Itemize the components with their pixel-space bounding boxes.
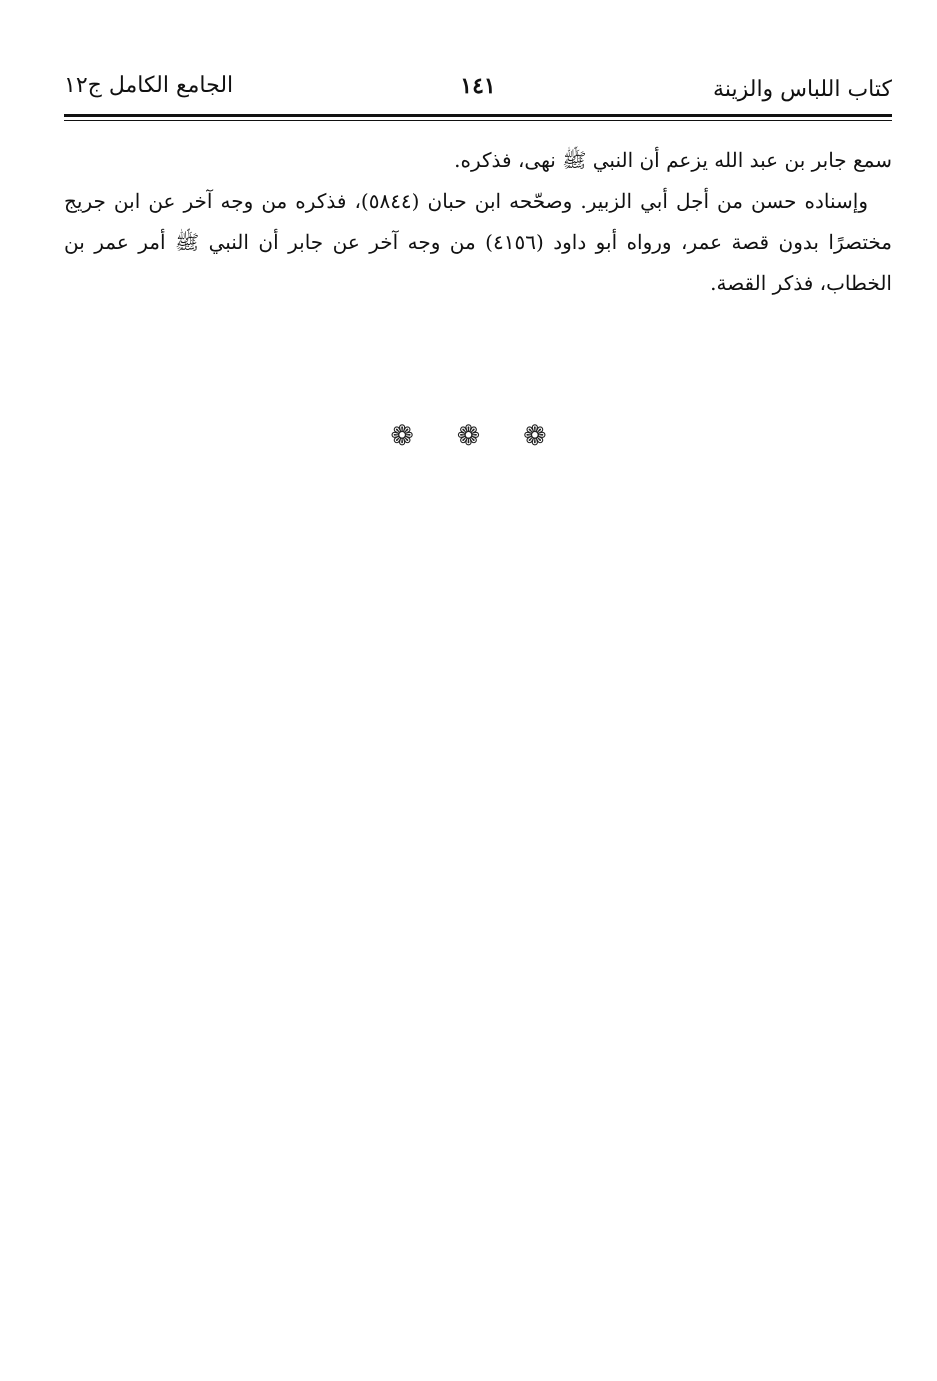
paragraph: وإسناده حسن من أجل أبي الزبير. وصحّحه ابن حبان (٥٨٤٤)، فذكره من وجه آخر عن ابن جريج مختصرًا بدون قصة عمر، ورواه أبو داود (٤١٥٦) من وجه آخر عن جابر أن النبي ﷺ أمر عمر بن الخطاب، فذكر القصة. xyxy=(64,189,892,295)
header-rule-thick xyxy=(64,114,892,117)
book-title: كتاب اللباس والزينة xyxy=(713,77,892,102)
flower-ornament-icon: ❁ xyxy=(390,419,414,452)
page-number: ١٤١ xyxy=(460,73,496,99)
running-header xyxy=(64,70,892,110)
flower-ornament-icon: ❁ xyxy=(523,419,547,452)
flower-ornament-icon: ❁ xyxy=(456,419,481,452)
collection-title: الجامع الكامل ج١٢ xyxy=(64,73,234,98)
body-text xyxy=(64,140,892,304)
section-separator xyxy=(0,416,937,456)
paragraph: سمع جابر بن عبد الله يزعم أن النبي ﷺ نهى، فذكره. xyxy=(454,148,892,172)
header-rule-thin xyxy=(64,120,892,121)
